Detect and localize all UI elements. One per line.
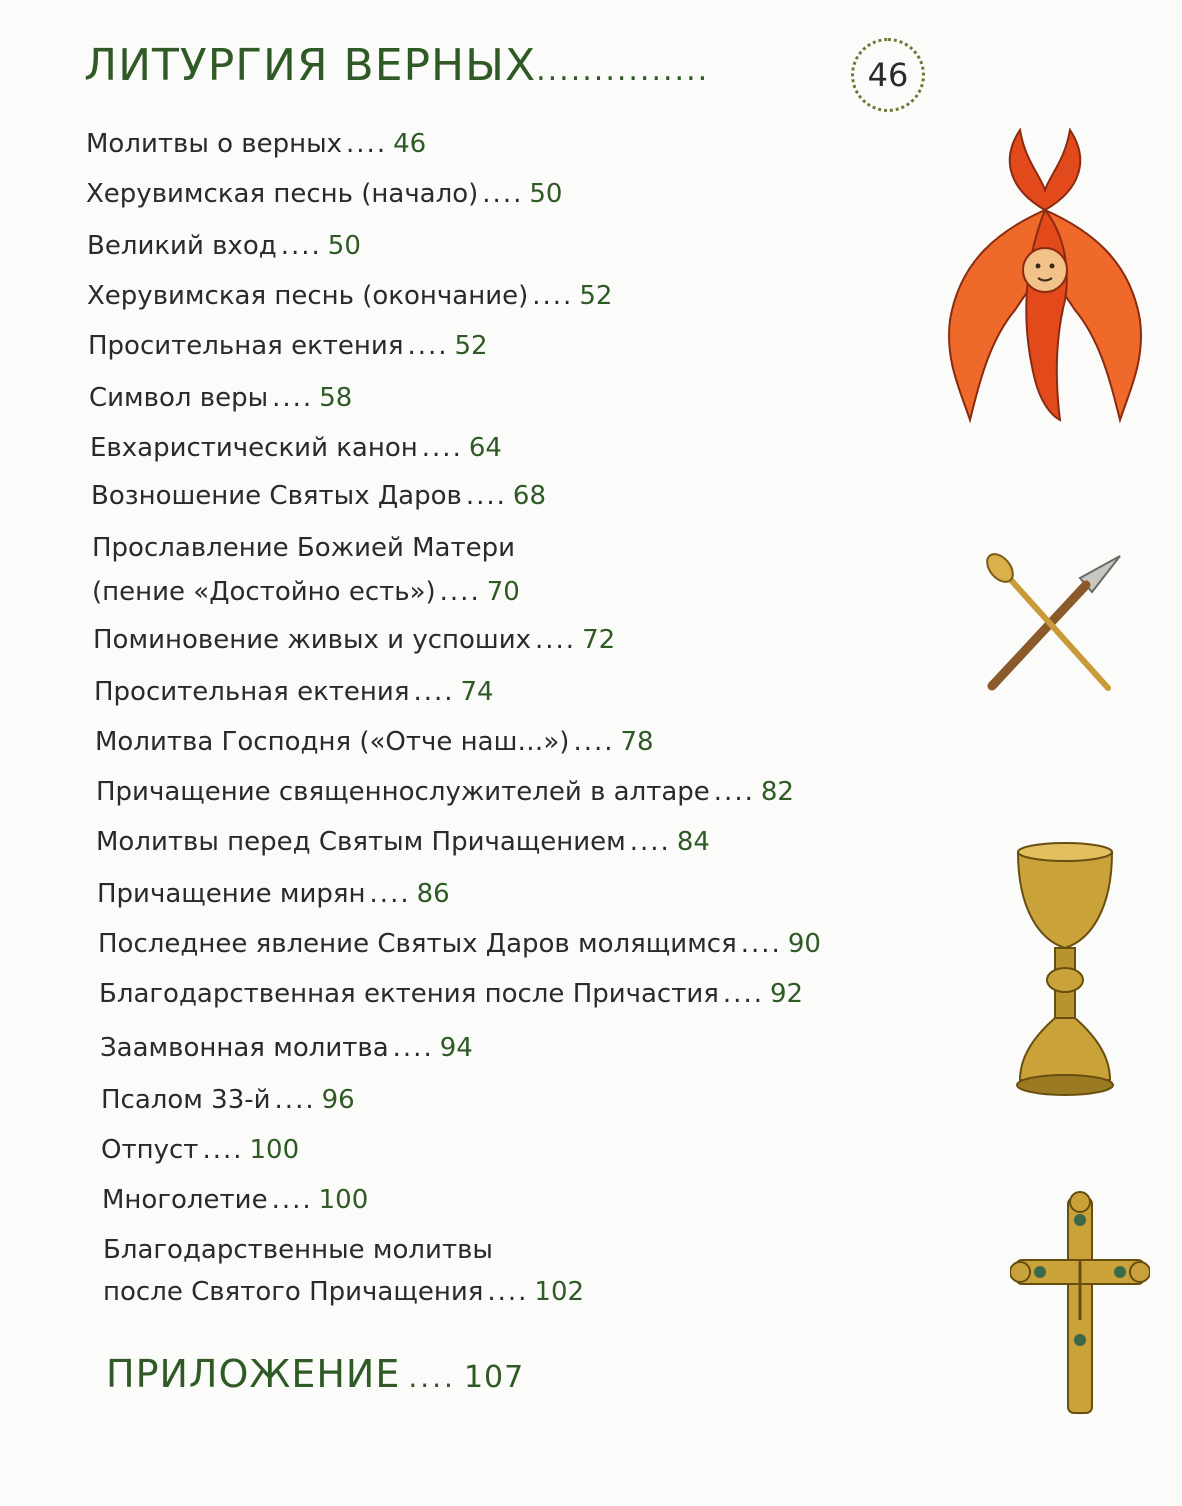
toc-entry-line1[interactable] [92,526,515,572]
toc-entry-title: Причащение священнослужителей в алтаре [96,777,710,807]
page-number: 46 [867,56,909,94]
toc-entry[interactable] [86,122,426,168]
toc-entry-page: 52 [454,331,488,361]
appendix-page: 107 [463,1360,525,1395]
toc-entry-page: 64 [468,433,502,463]
toc-dots: .... [573,727,615,757]
appendix-entry[interactable] [106,1352,524,1396]
toc-entry-page: 72 [582,625,616,655]
toc-entry-title: Евхаристический канон [90,433,418,463]
toc-entry-title: Символ веры [89,383,269,413]
toc-entry-title: Молитвы о верных [86,129,343,159]
toc-dots: .... [713,777,755,807]
toc-entry-page: 96 [321,1085,355,1115]
toc-entry-page: 102 [534,1277,585,1307]
toc-entry-title: Благодарственная ектения после Причастия [99,979,719,1009]
toc-entry[interactable] [97,872,450,918]
toc-entry-page: 58 [319,383,353,413]
toc-entry-title: (пение «Достойно есть») [92,577,436,607]
toc-entry[interactable] [100,1026,473,1072]
toc-entry-page: 70 [486,577,520,607]
toc-dots: .... [465,481,507,511]
toc-entry-title: Отпуст [101,1135,199,1165]
toc-entry[interactable] [96,820,710,866]
toc-entry[interactable] [87,274,612,320]
toc-dots: .... [532,281,574,311]
toc-entry[interactable] [101,1128,299,1174]
toc-dots: .... [392,1033,434,1063]
toc-dots: .... [271,1185,313,1215]
toc-dots: .... [407,331,449,361]
toc-dots: .... [369,879,411,909]
appendix-title: ПРИЛОЖЕНИЕ [106,1352,401,1396]
toc-entry-title: Благодарственные молитвы [103,1235,493,1265]
toc-entry[interactable] [91,474,546,520]
toc-entry[interactable] [95,720,654,766]
toc-entry-title: Молитвы перед Святым Причащением [96,827,626,857]
toc-entry-page: 50 [529,179,563,209]
toc-entry-page: 94 [439,1033,473,1063]
toc-entry[interactable] [92,570,520,616]
altar-cross-icon [1010,1190,1150,1420]
toc-entry-title: после Святого Причащения [103,1277,484,1307]
toc-dots: .... [202,1135,244,1165]
toc-entry-page: 84 [676,827,710,857]
toc-entry-page: 78 [620,727,654,757]
toc-entry-title: Поминовение живых и успоших [93,625,532,655]
toc-entry-title: Возношение Святых Даров [91,481,462,511]
toc-entry-title: Херувимская песнь (начало) [86,179,479,209]
toc-entry-title: Псалом 33-й [101,1085,271,1115]
toc-entry-title: Причащение мирян [97,879,366,909]
toc-dots: .... [280,231,322,261]
toc-entry-page: 100 [318,1185,369,1215]
toc-entry[interactable] [102,1178,368,1224]
toc-dots: .... [346,129,388,159]
toc-dots: .... [421,433,463,463]
toc-dots: .... [629,827,671,857]
seraph-icon [940,120,1150,430]
toc-entry-title: Прославление Божией Матери [92,533,516,563]
toc-entry[interactable] [98,922,821,968]
toc-entry-page: 68 [512,481,546,511]
toc-entry-page: 90 [787,929,821,959]
toc-entry[interactable] [90,426,502,472]
toc-entry-title: Херувимская песнь (окончание) [87,281,529,311]
appendix-dots: .... [408,1361,456,1394]
spear-and-spoon-icon [980,548,1130,698]
toc-entry-page: 82 [760,777,794,807]
toc-entry-title: Молитва Господня («Отче наш…») [95,727,570,757]
toc-dots: .... [740,929,782,959]
toc-entry[interactable] [86,172,562,218]
toc-entry[interactable] [103,1270,584,1316]
toc-entry[interactable] [88,324,488,370]
toc-dots: .... [274,1085,316,1115]
toc-dots: .... [413,677,455,707]
toc-entry-page: 86 [416,879,450,909]
toc-dots: .... [722,979,764,1009]
toc-entry[interactable] [89,376,352,422]
toc-entry-page: 52 [579,281,613,311]
toc-dots: .... [487,1277,529,1307]
toc-entry[interactable] [99,972,803,1018]
toc-dots: .... [439,577,481,607]
toc-entry-title: Заамвонная молитва [100,1033,389,1063]
toc-entry-title: Просительная ектения [94,677,410,707]
toc-entry-line1[interactable] [103,1228,493,1274]
toc-entry-title: Многолетие [102,1185,268,1215]
toc-entry[interactable] [101,1078,355,1124]
toc-entry-page: 100 [249,1135,300,1165]
toc-dots: .... [482,179,524,209]
toc-entry-page: 74 [460,677,494,707]
toc-entry-page: 50 [327,231,361,261]
toc-entry-page: 92 [769,979,804,1009]
section-title-text: ЛИТУРГИЯ ВЕРНЫХ [84,40,537,91]
toc-entry-page: 46 [393,129,427,159]
toc-entry-title: Великий вход [87,231,277,261]
toc-entry[interactable] [94,670,494,716]
toc-entry[interactable] [93,618,615,664]
toc-entry-title: Последнее явление Святых Даров молящимся [98,929,737,959]
toc-entry-title: Просительная ектения [88,331,404,361]
chalice-icon [1010,840,1120,1100]
toc-dots: .... [272,383,314,413]
toc-entry[interactable] [96,770,794,816]
toc-entry[interactable] [87,224,361,270]
section-title-dots: ............... [536,53,710,88]
toc-dots: .... [535,625,577,655]
